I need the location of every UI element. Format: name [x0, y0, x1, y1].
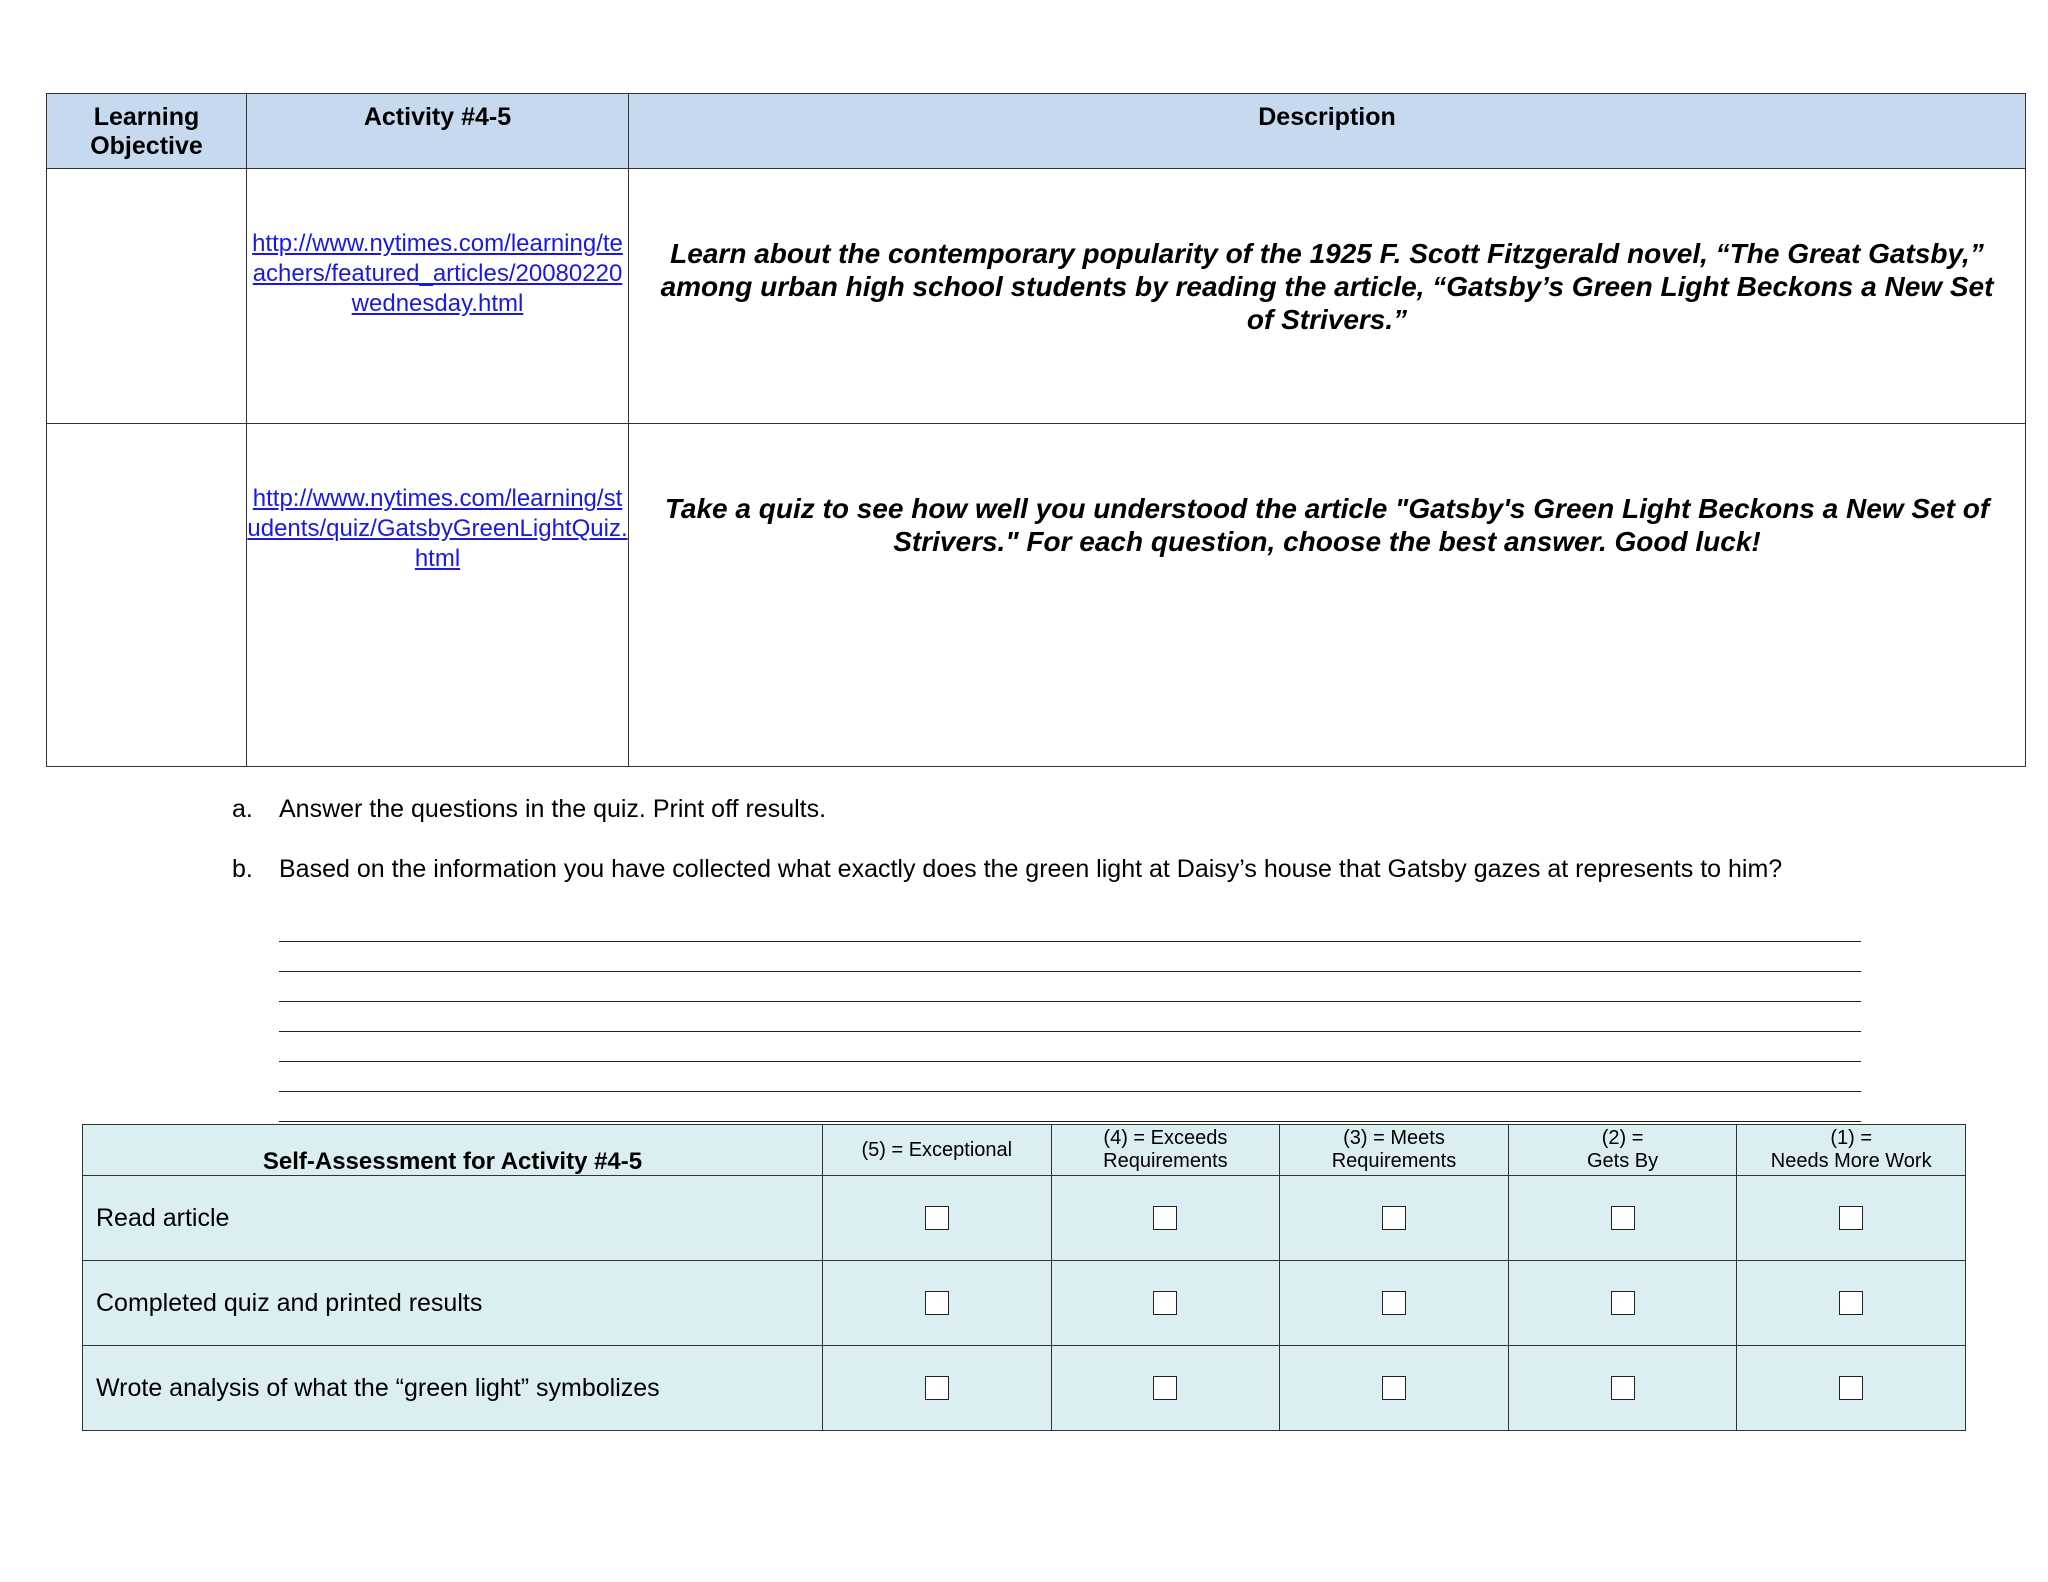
level-line2: Requirements: [1103, 1150, 1228, 1172]
assessment-header-row: [83, 1125, 1966, 1176]
rating-cell: [1737, 1261, 1966, 1346]
description-cell: Learn about the contemporary popularity of the 1925 F. Scott Fitzgerald novel, “The Great Gatsby,” among urban high school students by reading the article, “Gatsby’s Green Light Beckons a New Set of Strivers.”: [629, 169, 2026, 424]
article-link[interactable]: http://www.nytimes.com/learning/teachers/featured_articles/20080220wednesday.html: [252, 230, 623, 317]
answer-line[interactable]: [279, 1002, 1861, 1032]
rating-cell: [1051, 1346, 1280, 1431]
activity-link-cell: [247, 169, 629, 424]
answer-line[interactable]: [279, 972, 1861, 1002]
questions-list: [232, 794, 1862, 914]
activity-table: [46, 93, 2026, 767]
rating-checkbox[interactable]: [1611, 1206, 1635, 1230]
question-item: [232, 854, 1862, 884]
level-line1: (1) =: [1830, 1127, 1873, 1149]
level-line1: (5) = Exceptional: [861, 1138, 1013, 1161]
rating-checkbox[interactable]: [1839, 1376, 1863, 1400]
rating-cell: [1508, 1176, 1737, 1261]
activity-table-header: [47, 94, 2026, 169]
header-description: Description: [629, 94, 2026, 169]
header-learning-objective: Learning Objective: [47, 94, 247, 169]
rating-checkbox[interactable]: [1611, 1376, 1635, 1400]
level-line2: Requirements: [1331, 1150, 1457, 1172]
rating-checkbox[interactable]: [925, 1206, 949, 1230]
rating-cell: [1280, 1176, 1509, 1261]
activity-row: [47, 169, 2026, 424]
criterion-label: Wrote analysis of what the “green light” symbolizes: [83, 1346, 823, 1431]
level-line2: Gets By: [1587, 1150, 1659, 1172]
activity-row: [47, 423, 2026, 766]
rating-checkbox[interactable]: [1382, 1291, 1406, 1315]
criterion-label: Read article: [83, 1176, 823, 1261]
answer-line[interactable]: [279, 1032, 1861, 1062]
header-activity: Activity #4-5: [247, 94, 629, 169]
assessment-row: [83, 1261, 1966, 1346]
quiz-link[interactable]: http://www.nytimes.com/learning/students/quiz/GatsbyGreenLightQuiz.html: [247, 484, 628, 572]
rating-checkbox[interactable]: [925, 1291, 949, 1315]
answer-line[interactable]: [279, 1062, 1861, 1092]
rating-cell: [1508, 1261, 1737, 1346]
assessment-row: [83, 1346, 1966, 1431]
level-header: [1737, 1125, 1966, 1176]
rating-cell: [1280, 1261, 1509, 1346]
rating-checkbox[interactable]: [1839, 1291, 1863, 1315]
rating-cell: [823, 1346, 1052, 1431]
assessment-title: Self-Assessment for Activity #4-5: [83, 1125, 823, 1176]
objective-cell: [47, 423, 247, 766]
question-marker: b.: [232, 855, 253, 883]
criterion-label: Completed quiz and printed results: [83, 1261, 823, 1346]
answer-line[interactable]: [279, 942, 1861, 972]
activity-link-cell: [247, 423, 629, 766]
description-cell: Take a quiz to see how well you understood the article "Gatsby's Green Light Beckons a New Set of Strivers." For each question, choose the best answer. Good luck!: [629, 423, 2026, 766]
rating-cell: [1051, 1261, 1280, 1346]
level-header: [1280, 1125, 1509, 1176]
rating-checkbox[interactable]: [1153, 1376, 1177, 1400]
self-assessment-table: [82, 1124, 1966, 1431]
level-header: [823, 1125, 1052, 1176]
answer-line[interactable]: [279, 912, 1861, 942]
rating-cell: [1737, 1176, 1966, 1261]
answer-lines[interactable]: [279, 912, 1861, 1122]
level-header: [1508, 1125, 1737, 1176]
objective-cell: [47, 169, 247, 424]
rating-checkbox[interactable]: [1839, 1206, 1863, 1230]
rating-cell: [1508, 1346, 1737, 1431]
question-text: Answer the questions in the quiz. Print off results.: [279, 795, 827, 823]
rating-checkbox[interactable]: [925, 1376, 949, 1400]
question-text: Based on the information you have collected what exactly does the green light at Daisy’s house that Gatsby gazes at represents to him?: [279, 855, 1783, 883]
level-header: [1051, 1125, 1280, 1176]
rating-cell: [1737, 1346, 1966, 1431]
question-marker: a.: [232, 795, 253, 823]
level-line2: Needs More Work: [1770, 1150, 1932, 1172]
rating-checkbox[interactable]: [1382, 1376, 1406, 1400]
answer-line[interactable]: [279, 1092, 1861, 1122]
assessment-row: [83, 1176, 1966, 1261]
rating-checkbox[interactable]: [1382, 1206, 1406, 1230]
question-item: [232, 794, 1862, 824]
rating-cell: [823, 1261, 1052, 1346]
rating-checkbox[interactable]: [1611, 1291, 1635, 1315]
rating-cell: [1280, 1346, 1509, 1431]
rating-cell: [823, 1176, 1052, 1261]
rating-cell: [1051, 1176, 1280, 1261]
level-line1: (4) = Exceeds: [1103, 1127, 1228, 1149]
rating-checkbox[interactable]: [1153, 1206, 1177, 1230]
level-line1: (2) =: [1601, 1127, 1644, 1149]
level-line1: (3) = Meets: [1343, 1127, 1445, 1149]
rating-checkbox[interactable]: [1153, 1291, 1177, 1315]
